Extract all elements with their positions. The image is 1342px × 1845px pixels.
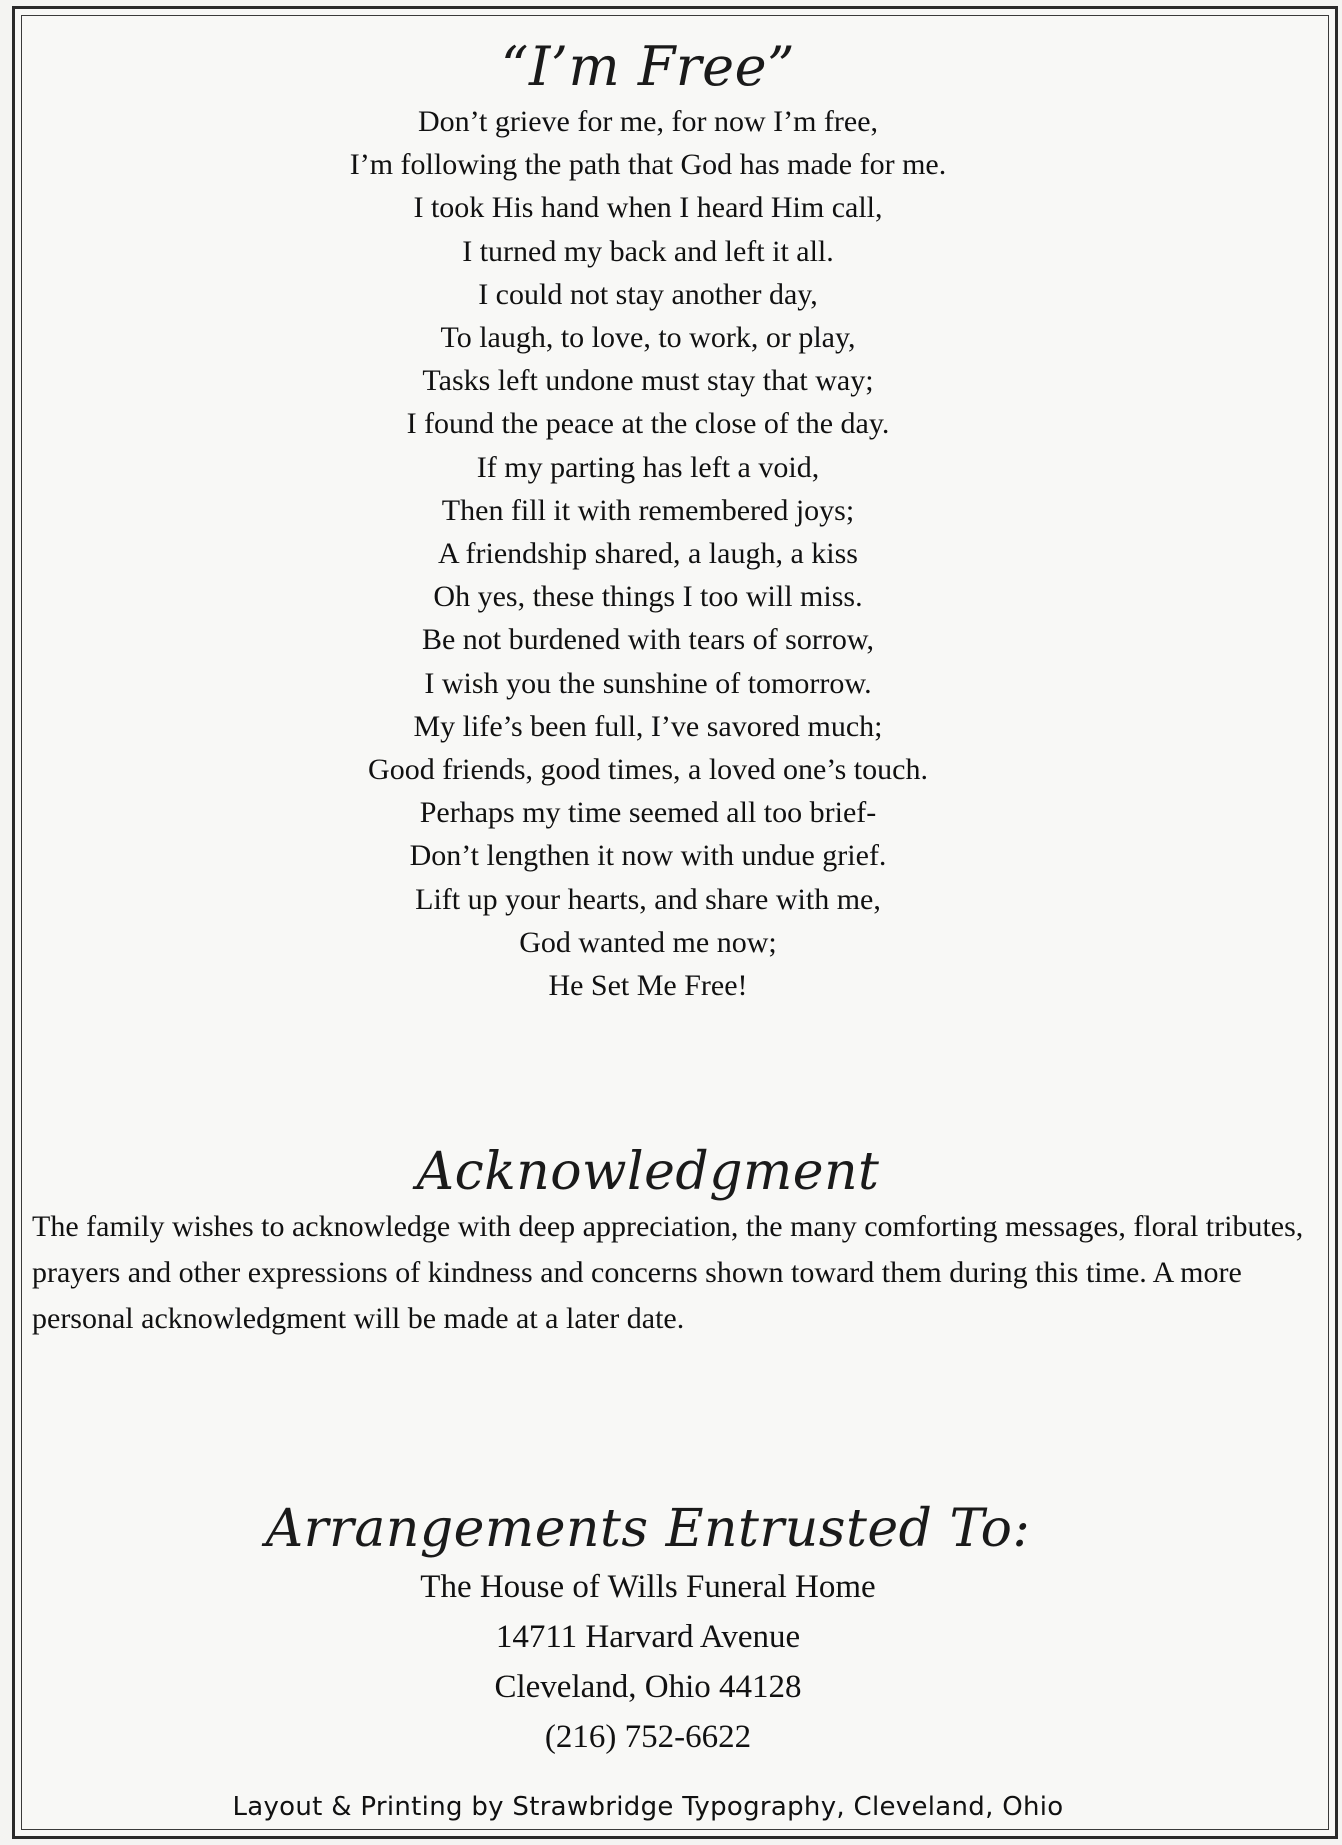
poem-line: Lift up your hearts, and share with me, xyxy=(415,882,881,916)
arrangements-heading: Arrangements Entrusted To: xyxy=(265,1499,1031,1559)
poem-title: “I’m Free” xyxy=(500,35,796,98)
poem-line: Oh yes, these things I too will miss. xyxy=(433,580,863,614)
poem-line: A friendship shared, a laugh, a kiss xyxy=(438,537,858,571)
poem-line: God wanted me now; xyxy=(519,925,777,959)
poem-line: Be not burdened with tears of sorrow, xyxy=(421,623,875,657)
printer-credit: Layout & Printing by Strawbridge Typography, Cleveland, Ohio xyxy=(232,1792,1064,1822)
poem-line: I found the peace at the close of the day. xyxy=(406,407,890,441)
poem-line: Good friends, good times, a loved one’s touch. xyxy=(368,753,928,787)
acknowledgment-text: The family wishes to acknowledge with deep appreciation, the many comforting messages, floral tributes, prayers and other expressions of kindness and concerns shown toward them during this time. A more personal acknowledgment will be made at a later date. xyxy=(32,1210,1304,1335)
acknowledgment-heading: Acknowledgment xyxy=(416,1142,880,1202)
funeral-home-street: 14711 Harvard Avenue xyxy=(495,1619,801,1655)
poem-lines xyxy=(0,100,1308,1007)
poem-line: Tasks left undone must stay that way; xyxy=(422,364,874,398)
poem-line: I could not stay another day, xyxy=(478,277,818,311)
poem-line: My life’s been full, I’ve savored much; xyxy=(413,709,883,743)
poem-line: To laugh, to love, to work, or play, xyxy=(440,321,856,355)
poem-line: Then fill it with remembered joys; xyxy=(441,493,855,527)
poem-line: I took His hand when I heard Him call, xyxy=(413,191,883,225)
poem-line: I’m following the path that God has made for me. xyxy=(349,148,947,182)
program-page xyxy=(18,6,1338,1839)
funeral-home-info xyxy=(0,1562,1308,1762)
poem-line: Don’t grieve for me, for now I’m free, xyxy=(417,105,879,138)
poem-line: Perhaps my time seemed all too brief- xyxy=(419,796,877,830)
funeral-home-name: The House of Wills Funeral Home xyxy=(420,1569,876,1605)
poem-line: Don’t lengthen it now with undue grief. xyxy=(409,839,887,873)
poem-line: If my parting has left a void, xyxy=(476,450,820,484)
funeral-home-city: Cleveland, Ohio 44128 xyxy=(494,1669,802,1705)
poem-line: I wish you the sunshine of tomorrow. xyxy=(424,666,872,700)
funeral-home-phone: (216) 752-6622 xyxy=(544,1719,752,1755)
poem-line: He Set Me Free! xyxy=(548,969,748,1003)
poem-line: I turned my back and left it all. xyxy=(462,234,834,268)
